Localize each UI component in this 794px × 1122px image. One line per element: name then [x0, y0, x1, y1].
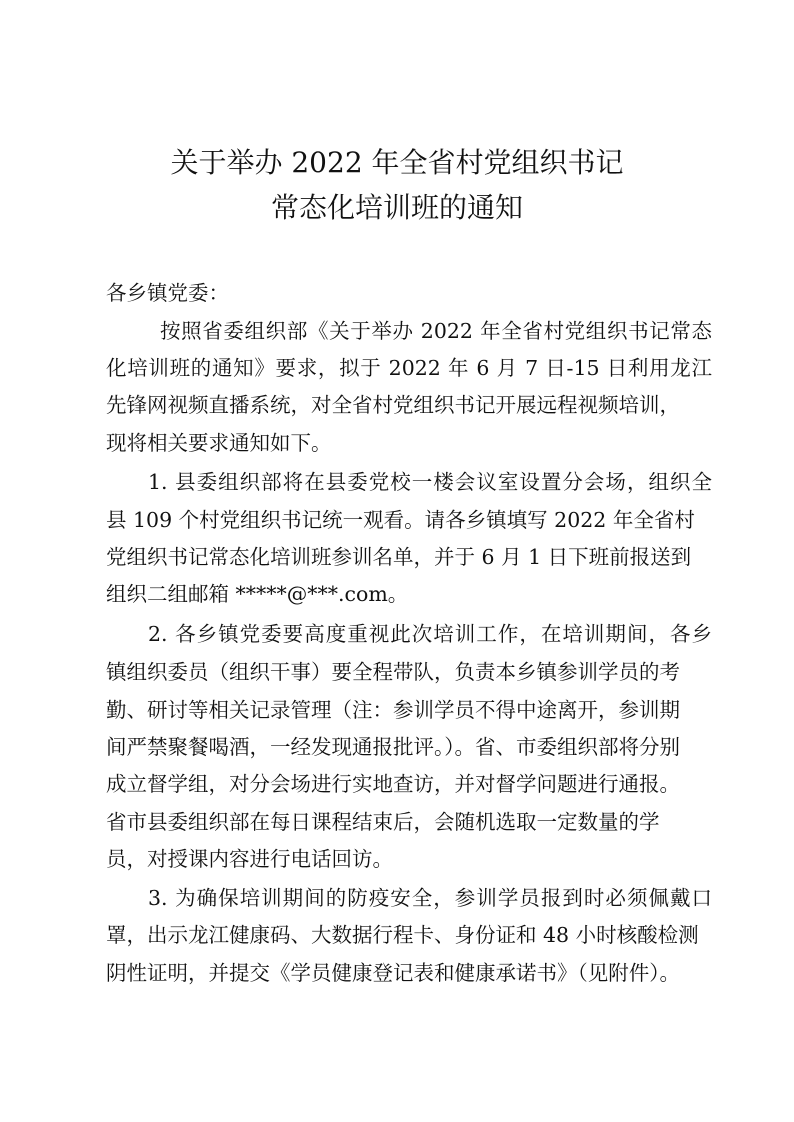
text-line: 间严禁聚餐喝酒，一经发现通报批评。）。省、市委组织部将分别 — [106, 735, 680, 759]
text-line: 省市县委组织部在每日课程结束后，会随机选取一定数量的学 — [106, 810, 660, 834]
salutation: 各乡镇党委： — [106, 281, 229, 305]
text-line: 现将相关要求通知如下。 — [106, 431, 332, 455]
text-line: 按照省委组织部《关于举办 2022 年全省村党组织书记常态 — [160, 319, 712, 343]
text-line: 3. 为确保培训期间的防疫安全，参训学员报到时必须佩戴口 — [148, 886, 712, 910]
text-line: 县 109 个村党组织书记统一观看。请各乡镇填写 2022 年全省村 — [106, 508, 695, 532]
text-line: 组织二组邮箱 *****@***.com。 — [106, 582, 409, 606]
text-line: 党组织书记常态化培训班参训名单，并于 6 月 1 日下班前报送到 — [106, 545, 692, 569]
text-line: 化培训班的通知》要求，拟于 2022 年 6 月 7 日-15 日利用龙江 — [106, 356, 712, 380]
text-line: 员，对授课内容进行电话回访。 — [106, 847, 393, 871]
text-line: 勤、研讨等相关记录管理（注：参训学员不得中途离开，参训期 — [106, 698, 680, 722]
text-line: 成立督学组，对分会场进行实地查访，并对督学问题进行通报。 — [106, 772, 680, 796]
text-line: 罩，出示龙江健康码、大数据行程卡、身份证和 48 小时核酸检测 — [106, 923, 699, 947]
text-line: 阴性证明，并提交《学员健康登记表和健康承诺书》（见附件）。 — [106, 961, 680, 985]
text-line: 2. 各乡镇党委要高度重视此次培训工作，在培训期间，各乡 — [148, 622, 712, 646]
title-line-2: 常态化培训班的通知 — [270, 191, 523, 224]
text-line: 镇组织委员（组织干事）要全程带队，负责本乡镇参训学员的考 — [106, 660, 680, 684]
text-line: 1. 县委组织部将在县委党校一楼会议室设置分会场，组织全 — [148, 470, 712, 494]
title-line-1: 关于举办 2022 年全省村党组织书记 — [170, 146, 624, 179]
text-line: 先锋网视频直播系统，对全省村党组织书记开展远程视频培训， — [106, 393, 680, 417]
